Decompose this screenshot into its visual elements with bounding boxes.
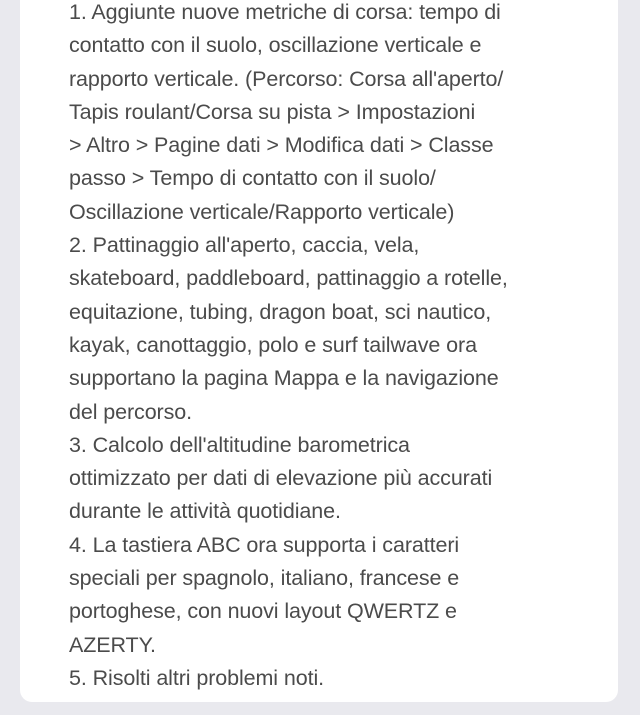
- release-note-line-18: speciali per spagnolo, italiano, francese e: [69, 566, 460, 591]
- release-note-line-15: ottimizzato per dati di elevazione più accurati: [69, 466, 493, 491]
- release-note-line-10: equitazione, tubing, dragon boat, sci nautico,: [69, 299, 492, 324]
- release-note-line-16: durante le attività quotidiane.: [69, 499, 341, 524]
- release-note-line-8: 2. Pattinaggio all'aperto, caccia, vela,: [69, 233, 420, 258]
- release-note-line-4: Tapis roulant/Corsa su pista > Impostazioni: [69, 99, 476, 124]
- release-note-line-20: AZERTY.: [69, 632, 156, 657]
- release-note-line-14: 3. Calcolo dell'altitudine barometrica: [69, 432, 410, 457]
- release-note-line-1: 1. Aggiunte nuove metriche di corsa: tempo di: [69, 0, 501, 24]
- release-note-line-17: 4. La tastiera ABC ora supporta i caratteri: [69, 532, 460, 557]
- release-notes-card: [20, 0, 618, 702]
- release-note-line-19: portoghese, con nuovi layout QWERTZ e: [69, 599, 457, 624]
- release-note-line-21: 5. Risolti altri problemi noti.: [69, 665, 324, 690]
- release-note-line-12: supportano la pagina Mappa e la navigazione: [69, 366, 499, 391]
- release-note-line-11: kayak, canottaggio, polo e surf tailwave ora: [69, 332, 477, 357]
- release-note-line-7: Oscillazione verticale/Rapporto verticale): [69, 199, 455, 224]
- release-note-line-13: del percorso.: [69, 399, 192, 424]
- release-note-line-3: rapporto verticale. (Percorso: Corsa all'aperto/: [69, 66, 504, 91]
- release-note-line-2: contatto con il suolo, oscillazione verticale e: [69, 33, 482, 58]
- release-note-line-6: passo > Tempo di contatto con il suolo/: [69, 166, 436, 191]
- release-note-line-5: > Altro > Pagine dati > Modifica dati > Classe: [69, 133, 494, 158]
- release-note-line-9: skateboard, paddleboard, pattinaggio a rotelle,: [69, 266, 508, 291]
